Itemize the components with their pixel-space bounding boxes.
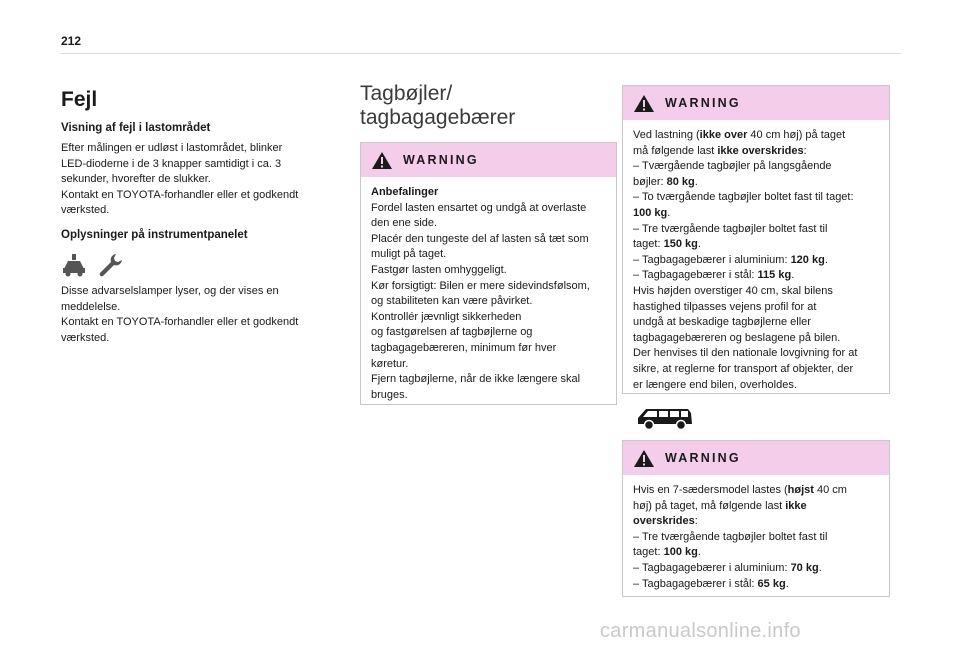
text-line: Disse advarselslamper lyser, og der vises en (61, 284, 279, 297)
text-line: – To tværgående tagbøjler boltet fast til taget: (633, 191, 854, 204)
fault-section (61, 88, 339, 346)
text-line: Placér den tungeste del af lasten så tæt som (371, 232, 589, 245)
text-line: værksted. (61, 204, 110, 217)
title-line: tagbagagebærer (360, 106, 516, 129)
text-line: og stabiliteten kan være påvirket. (371, 295, 533, 308)
text-line: hastighed tilpasses vejens profil for at (633, 300, 817, 313)
text-line: Kontrollér jævnligt sikkerheden (371, 310, 522, 323)
warning-body (361, 177, 616, 411)
text-line: muligt på taget. (371, 248, 447, 261)
watermark: carmanualsonline.info (600, 620, 801, 642)
warning-box-roof-load (622, 85, 890, 394)
instrument-paragraph (61, 284, 339, 346)
text-line: høj) på taget, må følgende last ikke (633, 499, 807, 512)
text-line: tagbagagebæreren og beslagene på bilen. (633, 331, 841, 344)
text-line: Fordel lasten ensartet og undgå at overlaste (371, 201, 587, 214)
text-line: – Tre tværgående tagbøjler boltet fast til (633, 222, 828, 235)
text-line: bruges. (371, 388, 408, 401)
text-line: køretur. (371, 357, 409, 370)
text-line: Kør forsigtigt: Bilen er mere sidevindsfølsom, (371, 279, 590, 292)
text-line: LED-dioderne i de 3 knapper samtidigt i ca. 3 (61, 157, 282, 170)
text-line: – Tagbagagebærer i stål: 115 kg. (633, 269, 795, 282)
warning-triangle-icon (633, 94, 655, 113)
subheading-fault-display: Visning af fejl i lastområdet (61, 122, 211, 134)
warning-label: WARNING (403, 153, 479, 167)
text-line: Fastgør lasten omhyggeligt. (371, 263, 507, 276)
text-line: tagbagagebæreren, minimum før hver (371, 341, 557, 354)
title-line: Tagbøjler/ (360, 82, 453, 105)
roof-section-title (360, 82, 610, 130)
section-title: Fejl (61, 88, 98, 111)
warning-box-recommendations (360, 142, 617, 405)
text-line: taget: 150 kg. (633, 238, 701, 251)
warning-triangle-icon (371, 151, 393, 170)
text-line: – Tagbagagebærer i aluminium: 70 kg. (633, 561, 822, 574)
warning-header (623, 441, 889, 475)
text-line: overskrides: (633, 515, 698, 528)
text-line: Der henvises til den nationale lovgivning for at (633, 347, 858, 360)
text-line: sikre, at reglerne for transport af objekter, der (633, 362, 854, 375)
warning-triangle-icon (633, 449, 655, 468)
text-line: taget: 100 kg. (633, 546, 701, 559)
text-line: værksted. (61, 331, 110, 344)
warning-header (361, 143, 616, 177)
header-rule (61, 53, 901, 54)
text-line: – Tagbagagebærer i aluminium: 120 kg. (633, 253, 828, 266)
warning-heading: Anbefalinger (371, 186, 439, 198)
text-line: bøjler: 80 kg. (633, 175, 698, 188)
text-line: undgå at beskadige tagbøjlerne eller (633, 316, 811, 329)
subheading-instrument-panel: Oplysninger på instrumentpanelet (61, 228, 248, 241)
warning-header (623, 86, 889, 120)
warning-body (623, 475, 889, 600)
wrench-icon (97, 252, 123, 278)
text-line: – Tværgående tagbøjler på langsgående (633, 160, 832, 173)
text-line: sekunder, hvorefter de slukker. (61, 173, 211, 186)
text-line: Hvis en 7-sædersmodel lastes (højst 40 cm (633, 484, 847, 496)
text-line: er længere end bilen, overholdes. (633, 378, 797, 391)
text-line: Ved lastning (ikke over 40 cm høj) på taget (633, 129, 846, 141)
text-line: den ene side. (371, 217, 438, 230)
text-line: 100 kg. (633, 206, 671, 219)
vehicle-weight-warning-icon (61, 252, 87, 278)
text-line: og fastgørelsen af tagbøjlerne og (371, 326, 533, 339)
text-line: Fjern tagbøjlerne, når de ikke længere skal (371, 373, 581, 386)
seven-seater-van-icon (636, 405, 694, 431)
text-line: Kontakt en TOYOTA-forhandler eller et godkendt (61, 188, 299, 201)
warning-box-seven-seater (622, 440, 890, 597)
text-line: må følgende last ikke overskrides: (633, 144, 807, 157)
fault-paragraph (61, 141, 339, 219)
warning-body (623, 120, 889, 401)
text-line: meddelelse. (61, 300, 121, 313)
page-number: 212 (61, 34, 82, 48)
warning-lamps (61, 250, 339, 278)
warning-label: WARNING (665, 96, 741, 110)
text-line: – Tagbagagebærer i stål: 65 kg. (633, 577, 789, 590)
text-line: Efter målingen er udløst i lastområdet, blinker (61, 142, 283, 154)
warning-label: WARNING (665, 451, 741, 465)
text-line: Hvis højden overstiger 40 cm, skal bilens (633, 284, 833, 297)
text-line: – Tre tværgående tagbøjler boltet fast til (633, 530, 828, 543)
text-line: Kontakt en TOYOTA-forhandler eller et godkendt (61, 316, 299, 329)
